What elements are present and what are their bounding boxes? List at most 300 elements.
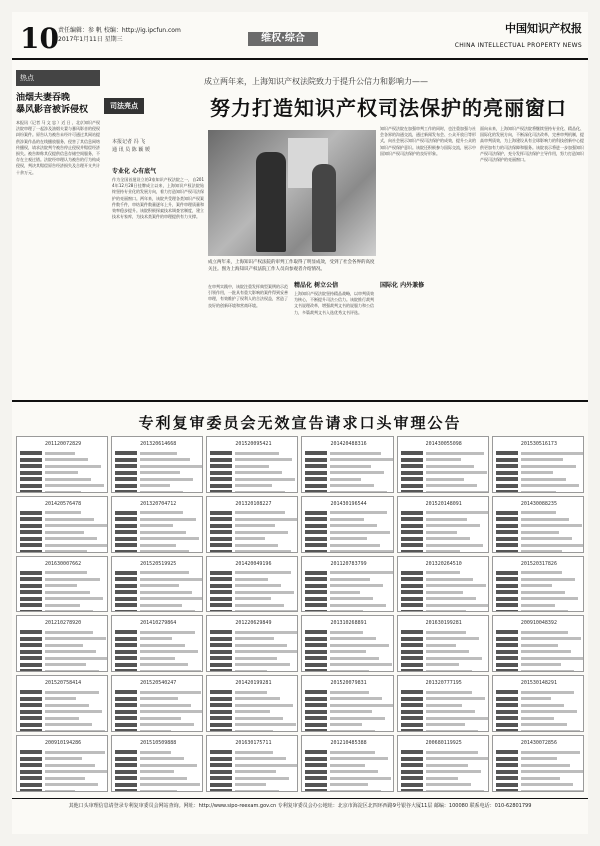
field-label xyxy=(305,789,327,792)
field-label xyxy=(210,490,232,493)
patent-number: 201220629849 xyxy=(235,620,272,627)
field-value xyxy=(140,644,185,647)
patent-number: 201430072856 xyxy=(520,740,557,747)
field-value xyxy=(330,597,373,600)
field-label xyxy=(305,543,327,547)
notice-card xyxy=(397,735,489,792)
left-headline-line2: 暴风影音被诉侵权 xyxy=(16,105,89,115)
field-value xyxy=(330,610,363,612)
field-label xyxy=(401,650,423,654)
field-value xyxy=(140,491,183,493)
field-value xyxy=(235,584,281,587)
field-label xyxy=(115,577,137,581)
field-value xyxy=(521,777,560,780)
field-label xyxy=(115,750,137,754)
field-value xyxy=(330,544,380,547)
field-value xyxy=(140,544,176,547)
field-value xyxy=(45,717,79,720)
field-label xyxy=(115,584,137,588)
field-value xyxy=(235,604,284,607)
field-value xyxy=(521,723,567,726)
notice-card xyxy=(111,735,203,792)
field-value xyxy=(426,790,484,792)
field-label xyxy=(305,663,327,667)
field-value xyxy=(45,484,104,487)
field-label xyxy=(115,464,137,468)
field-value xyxy=(426,591,463,594)
field-label xyxy=(305,610,327,613)
field-label xyxy=(115,471,137,475)
field-label xyxy=(20,783,42,787)
notice-card xyxy=(111,675,203,732)
notice-card xyxy=(16,675,108,732)
field-value xyxy=(330,790,381,792)
field-label xyxy=(20,669,42,672)
field-value xyxy=(330,452,381,455)
field-label xyxy=(401,643,423,647)
field-value xyxy=(140,710,203,713)
field-label xyxy=(210,610,232,613)
field-label xyxy=(496,537,518,541)
field-value xyxy=(330,730,375,732)
field-value xyxy=(330,550,393,552)
field-label xyxy=(401,703,423,707)
patent-number: 201120783799 xyxy=(330,560,367,567)
field-label xyxy=(496,669,518,672)
field-label xyxy=(115,789,137,792)
field-value xyxy=(330,710,372,713)
notice-card xyxy=(492,735,584,792)
field-value xyxy=(45,730,105,732)
field-label xyxy=(496,458,518,462)
field-value xyxy=(521,670,574,672)
field-label xyxy=(20,789,42,792)
field-value xyxy=(330,631,363,634)
field-value xyxy=(140,663,188,666)
field-value xyxy=(235,644,287,647)
field-value xyxy=(140,631,195,634)
field-value xyxy=(521,637,581,640)
field-value xyxy=(45,591,90,594)
field-value xyxy=(140,650,198,653)
field-value xyxy=(426,691,472,694)
notice-card xyxy=(492,436,584,493)
field-value xyxy=(521,511,556,514)
field-value xyxy=(235,637,274,640)
field-value xyxy=(426,697,485,700)
field-value xyxy=(426,604,489,607)
field-label xyxy=(20,770,42,774)
field-value xyxy=(330,478,361,481)
field-value xyxy=(426,452,484,455)
feature-column-c xyxy=(294,276,374,396)
field-value xyxy=(521,644,558,647)
field-label xyxy=(496,656,518,660)
field-label xyxy=(496,610,518,613)
field-value xyxy=(521,458,563,461)
field-label xyxy=(210,571,232,575)
field-label xyxy=(401,757,423,761)
field-value xyxy=(140,511,183,514)
column-a-text: 作为全国首批设立的3家知识产权法院之一，自2014年12月28日挂牌成立以来，上海知识产权法院始终坚持专业化的发展方向，着力打造知识产权司法保护的亮丽窗口。两年来，该院共受理各类知识产权案件数千件，审结案件数量逐年上升，案件审理质量和效率稳步提升。该院积极探索技术调查官制度，建立技术专家库，为技术类案件的审理提供有力支撑。 xyxy=(112,177,204,220)
field-label xyxy=(115,530,137,534)
field-label xyxy=(210,477,232,481)
notice-card xyxy=(301,496,393,553)
field-value xyxy=(45,650,96,653)
section-band: 维权·综合 xyxy=(248,32,318,46)
masthead-subtitle: CHINA INTELLECTUAL PROPERTY NEWS xyxy=(454,42,582,49)
field-value xyxy=(140,670,201,672)
field-value xyxy=(426,550,460,552)
field-value xyxy=(521,730,580,732)
field-value xyxy=(330,644,389,647)
field-label xyxy=(305,537,327,541)
field-value xyxy=(235,790,279,792)
patent-number: 201510509888 xyxy=(140,740,177,747)
field-value xyxy=(330,531,390,534)
field-value xyxy=(235,764,298,767)
field-label xyxy=(401,776,423,780)
field-label xyxy=(115,630,137,634)
field-label xyxy=(115,571,137,575)
field-value xyxy=(521,591,565,594)
notice-card xyxy=(397,436,489,493)
field-value xyxy=(235,544,278,547)
field-label xyxy=(496,630,518,634)
field-label xyxy=(401,763,423,767)
field-value xyxy=(45,511,81,514)
field-value xyxy=(235,511,285,514)
notice-card xyxy=(492,615,584,672)
field-value xyxy=(140,550,189,552)
person-figure xyxy=(256,152,286,252)
person-figure xyxy=(312,164,336,252)
field-label xyxy=(496,763,518,767)
field-value xyxy=(426,511,489,514)
field-label xyxy=(20,537,42,541)
field-value xyxy=(45,777,85,780)
notice-card xyxy=(16,735,108,792)
field-value xyxy=(330,637,376,640)
field-label xyxy=(305,650,327,654)
field-value xyxy=(235,650,298,653)
field-label xyxy=(496,650,518,654)
patent-number: 201420488316 xyxy=(330,441,367,447)
field-value xyxy=(140,597,203,600)
field-label xyxy=(305,603,327,607)
field-value xyxy=(330,465,371,468)
field-label xyxy=(496,729,518,732)
field-label xyxy=(20,471,42,475)
date-line: 2017年1月11日 星期三 xyxy=(58,36,123,43)
field-value xyxy=(521,691,574,694)
field-label xyxy=(401,783,423,787)
patent-number: 200910048392 xyxy=(520,620,557,627)
field-label xyxy=(115,716,137,720)
field-value xyxy=(521,757,557,760)
field-label xyxy=(401,451,423,455)
field-value xyxy=(426,723,465,726)
field-value xyxy=(140,790,177,792)
notice-card xyxy=(111,615,203,672)
field-label xyxy=(115,650,137,654)
notice-card xyxy=(397,615,489,672)
field-label xyxy=(496,770,518,774)
field-label xyxy=(115,710,137,714)
field-label xyxy=(401,630,423,634)
field-value xyxy=(45,657,108,660)
field-value xyxy=(140,518,196,521)
patent-number: 201420049196 xyxy=(235,560,272,567)
field-value xyxy=(330,511,387,514)
field-label xyxy=(20,571,42,575)
notice-card xyxy=(301,615,393,672)
field-value xyxy=(140,578,202,581)
feature-byline xyxy=(112,138,150,154)
field-label xyxy=(305,783,327,787)
field-label xyxy=(496,690,518,694)
field-value xyxy=(235,691,267,694)
notice-card xyxy=(397,556,489,613)
field-label xyxy=(115,776,137,780)
field-label xyxy=(115,703,137,707)
field-value xyxy=(140,657,175,660)
field-label xyxy=(115,524,137,528)
field-label xyxy=(210,584,232,588)
notice-headline: 专利复审委员会无效宣告请求口头审理公告 xyxy=(138,414,462,432)
field-label xyxy=(210,590,232,594)
column-c-text: 上海知识产权法院坚持精品战略，以审判质效为核心，不断提升司法公信力。该院推行裁判文书说理改革，增强裁判文书的说服力和公信力，多篇裁判文书入选优秀文书评选。 xyxy=(294,291,374,315)
field-label xyxy=(115,550,137,553)
field-label xyxy=(401,663,423,667)
field-value xyxy=(330,571,393,574)
field-label xyxy=(305,458,327,462)
field-label xyxy=(20,458,42,462)
field-label xyxy=(20,484,42,488)
field-value xyxy=(235,783,266,786)
field-value xyxy=(330,578,370,581)
patent-number: 201210278920 xyxy=(45,620,82,627)
field-label xyxy=(210,703,232,707)
field-label xyxy=(20,650,42,654)
feature-photo xyxy=(208,130,376,256)
field-label xyxy=(401,789,423,792)
field-value xyxy=(426,777,458,780)
field-label xyxy=(20,603,42,607)
notice-card xyxy=(301,735,393,792)
field-label xyxy=(305,571,327,575)
field-label xyxy=(305,643,327,647)
field-value xyxy=(426,770,481,773)
field-value xyxy=(330,584,383,587)
field-value xyxy=(45,578,100,581)
field-label xyxy=(401,517,423,521)
field-label xyxy=(305,590,327,594)
field-label xyxy=(20,750,42,754)
field-value xyxy=(521,650,571,653)
field-label xyxy=(210,669,232,672)
field-value xyxy=(521,783,573,786)
field-value xyxy=(235,478,295,481)
field-label xyxy=(115,458,137,462)
field-value xyxy=(521,751,580,754)
field-label xyxy=(496,511,518,515)
field-label xyxy=(20,710,42,714)
field-label xyxy=(496,716,518,720)
notice-card xyxy=(397,675,489,732)
field-value xyxy=(330,670,369,672)
field-value xyxy=(521,697,551,700)
field-value xyxy=(330,650,366,653)
feature-tag: 司法亮点 xyxy=(104,98,144,114)
field-value xyxy=(330,471,384,474)
field-value xyxy=(330,770,378,773)
field-value xyxy=(235,484,272,487)
patent-number: 201520148091 xyxy=(425,500,462,507)
field-value xyxy=(140,531,186,534)
field-label xyxy=(401,690,423,694)
field-label xyxy=(401,656,423,660)
patent-number: 201210485388 xyxy=(330,740,367,747)
field-label xyxy=(401,458,423,462)
field-value xyxy=(45,723,92,726)
field-label xyxy=(305,584,327,588)
field-value xyxy=(235,591,294,594)
patent-number: 201520519925 xyxy=(140,560,177,567)
feature-headline: 努力打造知识产权司法保护的亮丽窗口 xyxy=(210,96,567,120)
field-value xyxy=(521,770,583,773)
newspaper-page xyxy=(12,12,588,834)
field-label xyxy=(496,597,518,601)
notice-card xyxy=(111,556,203,613)
field-label xyxy=(305,729,327,732)
field-label xyxy=(115,484,137,488)
field-label xyxy=(115,669,137,672)
field-label xyxy=(20,490,42,493)
field-value xyxy=(45,691,99,694)
field-value xyxy=(426,610,466,612)
field-value xyxy=(235,458,292,461)
field-value xyxy=(45,631,93,634)
field-value xyxy=(45,478,91,481)
field-label xyxy=(20,643,42,647)
field-label xyxy=(305,511,327,515)
field-value xyxy=(45,550,87,552)
field-value xyxy=(140,458,190,461)
field-label xyxy=(401,729,423,732)
patent-number: 201520079831 xyxy=(330,680,367,687)
field-value xyxy=(235,717,283,720)
field-label xyxy=(401,697,423,701)
field-label xyxy=(210,464,232,468)
editor-line: 责任编辑：参 帆 校编：http://ig.ipcfun.com xyxy=(58,27,181,34)
notice-card xyxy=(397,496,489,553)
field-value xyxy=(521,604,555,607)
notice-card xyxy=(16,496,108,553)
field-value xyxy=(235,777,289,780)
field-value xyxy=(521,465,576,468)
subhead-professional: 专业化 心有底气 xyxy=(112,168,157,175)
field-label xyxy=(20,511,42,515)
field-label xyxy=(496,477,518,481)
field-value xyxy=(426,710,475,713)
field-value xyxy=(426,478,464,481)
patent-number: 201630199281 xyxy=(425,620,462,627)
field-value xyxy=(45,531,84,534)
field-label xyxy=(115,656,137,660)
field-label xyxy=(210,458,232,462)
feature-column-e xyxy=(480,126,584,396)
field-label xyxy=(401,637,423,641)
field-value xyxy=(235,697,280,700)
field-value xyxy=(45,757,82,760)
notice-card xyxy=(206,436,298,493)
field-label xyxy=(115,690,137,694)
field-value xyxy=(426,531,457,534)
field-label xyxy=(305,464,327,468)
field-value xyxy=(330,484,374,487)
field-label xyxy=(210,524,232,528)
field-value xyxy=(45,458,88,461)
field-label xyxy=(305,690,327,694)
page-header xyxy=(12,12,588,60)
field-label xyxy=(115,723,137,727)
field-label xyxy=(115,597,137,601)
field-value xyxy=(235,524,275,527)
column-e-text: 面向未来，上海知识产权法院将继续坚持专业化、精品化、国际化的发展方向，不断深化司法改革，完善审判机制，提高审判质效，为上海建设具有全球影响力的科技创新中心提供更加有力的司法保障和服务。该院表示将进一步加强知识产权司法保护，充分发挥司法保护主导作用，努力打造知识产权司法保护的亮丽窗口。 xyxy=(480,126,584,163)
field-value xyxy=(140,697,178,700)
patent-number: 201630175711 xyxy=(235,740,272,747)
field-label xyxy=(20,697,42,701)
field-value xyxy=(521,717,554,720)
field-label xyxy=(401,511,423,515)
field-label xyxy=(305,630,327,634)
field-label xyxy=(20,663,42,667)
field-value xyxy=(521,657,584,660)
field-label xyxy=(115,637,137,641)
field-label xyxy=(210,471,232,475)
field-label xyxy=(20,703,42,707)
field-label xyxy=(401,603,423,607)
notice-card xyxy=(206,675,298,732)
field-label xyxy=(20,763,42,767)
field-label xyxy=(496,663,518,667)
field-label xyxy=(305,524,327,528)
field-label xyxy=(401,590,423,594)
field-label xyxy=(496,590,518,594)
field-label xyxy=(210,663,232,667)
field-label xyxy=(401,723,423,727)
field-value xyxy=(140,524,173,527)
field-value xyxy=(235,491,285,493)
field-value xyxy=(521,531,559,534)
patent-number: 201420576478 xyxy=(45,500,82,507)
field-label xyxy=(401,524,423,528)
field-value xyxy=(235,452,279,455)
field-label xyxy=(20,543,42,547)
field-value xyxy=(330,537,367,540)
field-label xyxy=(496,637,518,641)
field-value xyxy=(140,764,197,767)
field-label xyxy=(401,484,423,488)
field-value xyxy=(521,537,572,540)
field-label xyxy=(305,471,327,475)
field-value xyxy=(140,770,174,773)
field-label xyxy=(115,477,137,481)
field-value xyxy=(45,465,101,468)
field-label xyxy=(20,757,42,761)
field-label xyxy=(496,524,518,528)
